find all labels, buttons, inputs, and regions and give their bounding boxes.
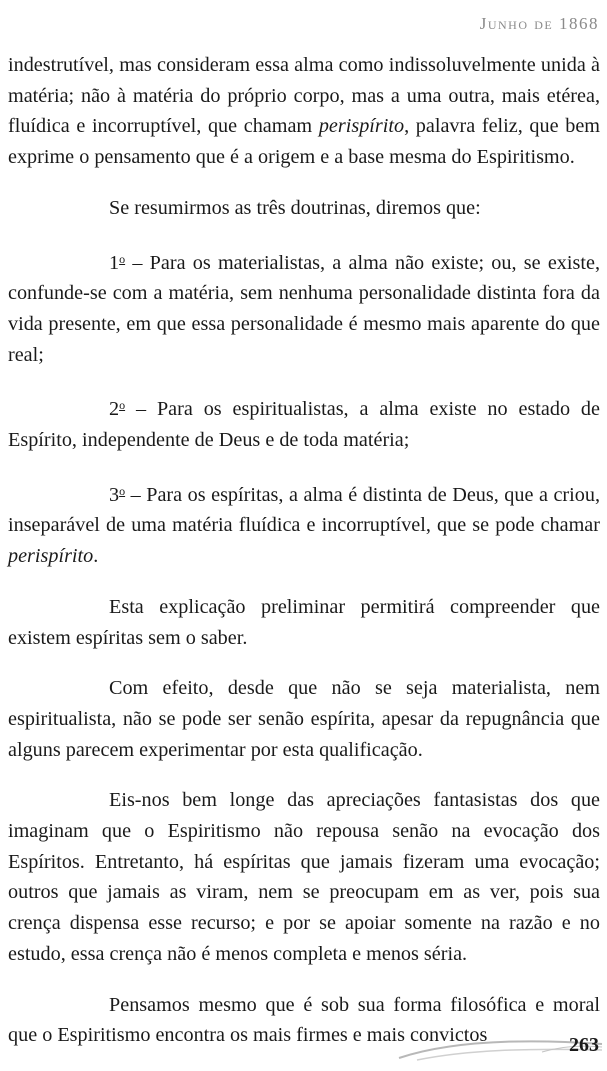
paragraph-1-text-a: indestrutível, mas consideram essa alma como indissoluvelmente unida à matéria; não à matéria do próprio corpo, mas a uma outra, mais etérea, fluídica e incorruptível, que chamam — [8, 54, 600, 138]
item-2-text: – Para os espiritualistas, a alma existe no estado de Espírito, independente de Deus e de toda matéria; — [8, 398, 600, 452]
paragraph-8-text: Eis-nos bem longe das apreciações fantasistas dos que imaginam que o Espiritismo não repousa senão na evocação dos Espíritos. Entretanto, há espíritas que jamais fizeram uma evocação; outros que jamais as viram, nem se preocupam em as ver, pois sua crença dispensa esse recurso; e por se apoiar somente na razão e no estudo, essa crença não é menos completa e menos séria. — [8, 789, 600, 965]
paragraph-1-text-b: , palavra feliz, que bem exprime o pensamento que é a origem e a base mesma do Espiritismo. — [8, 115, 600, 169]
item-1-text: – Para os materialistas, a alma não existe; ou, se existe, confunde-se com a matéria, sem nenhuma personalidade distinta fora da vida presente, em que essa personalidade é mesmo mais aparente do que real; — [8, 251, 600, 366]
item-3-end: . — [93, 545, 99, 568]
item-1-number: 1 — [109, 251, 120, 274]
item-3-ordinal: o — [119, 483, 126, 498]
item-1-ordinal: o — [119, 251, 126, 266]
item-2-number: 2 — [109, 398, 120, 421]
paragraph-2-text: Se resumirmos as três doutrinas, diremos que: — [109, 196, 481, 219]
paragraph-7-text: Com efeito, desde que não se seja materialista, nem espiritualista, não se pode ser senão espírita, apesar da repugnância que alguns parecem experimentar por esta qualificação. — [8, 677, 600, 761]
running-header: Junho de 1868 — [479, 14, 599, 33]
page-body — [8, 50, 600, 1071]
item-2-ordinal: o — [119, 398, 126, 413]
item-3-emphasis: perispírito — [8, 545, 94, 568]
page-number: 263 — [569, 1034, 599, 1056]
paragraph-2 — [8, 193, 600, 224]
paragraph-4 — [8, 390, 600, 455]
paragraph-6 — [8, 592, 600, 653]
paragraph-1-emphasis: perispírito — [318, 115, 405, 138]
paragraph-6-text: Esta explicação preliminar permitirá compreender que existem espíritas sem o saber. — [8, 595, 600, 649]
item-3-text: – Para os espíritas, a alma é distinta de Deus, que a criou, inseparável de uma matéria fluídica e incorruptível, que se pode chamar — [8, 483, 600, 537]
paragraph-1 — [8, 50, 600, 173]
paragraph-8 — [8, 785, 600, 969]
paragraph-5 — [8, 476, 600, 572]
item-3-number: 3 — [109, 483, 120, 506]
paragraph-7 — [8, 673, 600, 765]
paragraph-3 — [8, 244, 600, 371]
paragraph-9-text: Pensamos mesmo que é sob sua forma filosófica e moral que o Espiritismo encontra os mais firmes e mais convictos — [8, 993, 600, 1047]
